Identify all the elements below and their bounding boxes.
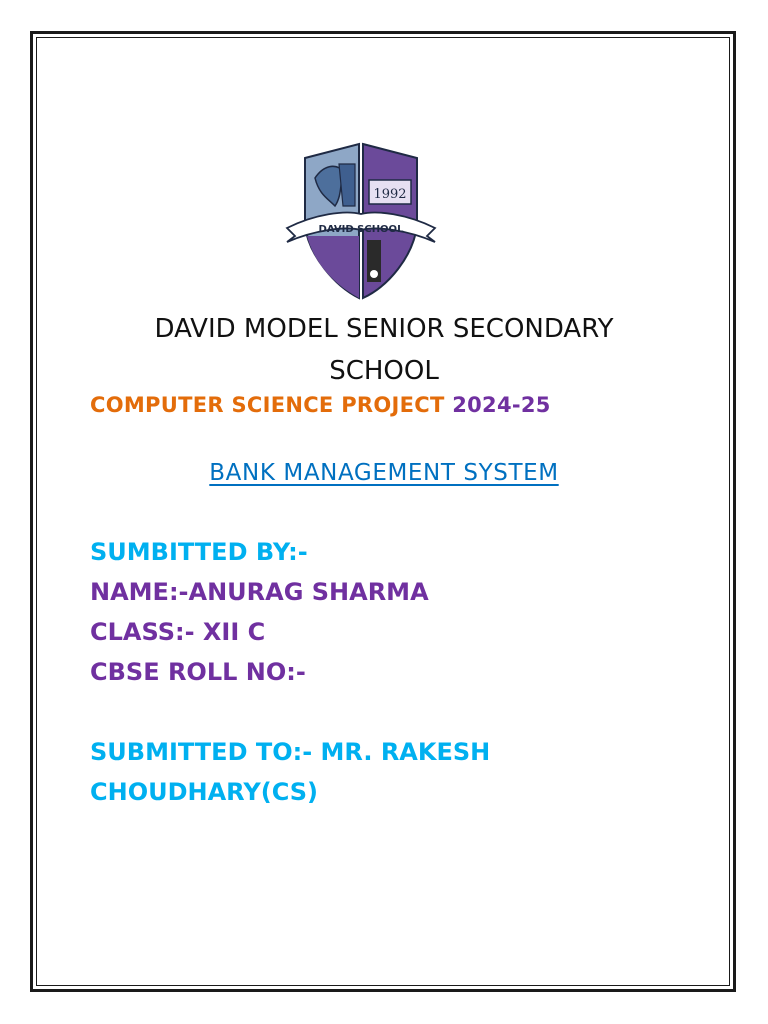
cbse-roll-no: CBSE ROLL NO:- (90, 658, 306, 686)
school-name-line1: DAVID MODEL SENIOR SECONDARY (154, 314, 614, 344)
system-title: BANK MANAGEMENT SYSTEM (209, 460, 559, 486)
submitted-by-label: SUMBITTED BY:- (90, 538, 308, 566)
school-name-line2: SCHOOL (329, 356, 439, 386)
project-title: COMPUTER SCIENCE PROJECT (90, 393, 445, 417)
school-name (60, 308, 708, 392)
logo-banner-text: DAVID SCHOOL (318, 224, 404, 235)
student-name: NAME:-ANURAG SHARMA (90, 578, 429, 606)
submission-details (90, 532, 490, 812)
student-class: CLASS:- XII C (90, 618, 266, 646)
submitted-to-line2: CHOUDHARY(CS) (90, 778, 318, 806)
school-logo (285, 136, 437, 302)
project-heading (90, 393, 551, 417)
project-year: 2024-25 (452, 393, 551, 417)
submitted-to-line1: SUBMITTED TO:- MR. RAKESH (90, 738, 491, 766)
spacer (90, 692, 490, 732)
logo-year: 1992 (373, 187, 407, 202)
